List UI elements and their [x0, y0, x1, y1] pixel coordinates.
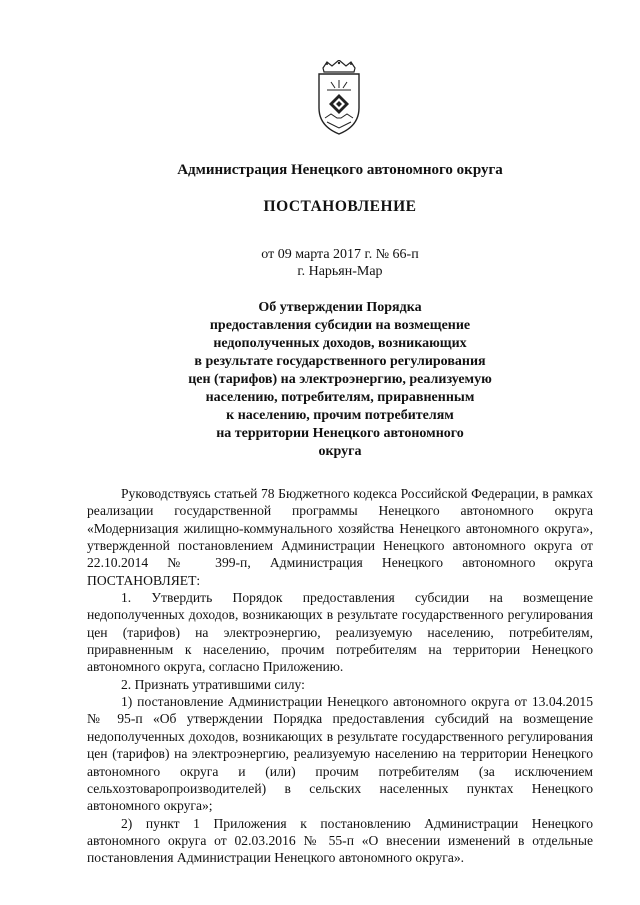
title-line: предоставления субсидии на возмещение [209, 318, 471, 333]
title-line: недополученных доходов, возникающих [213, 336, 467, 351]
title-line: населению, потребителям, приравненным [205, 390, 475, 405]
organization-name: Администрация Ненецкого автономного округа [177, 162, 503, 178]
document-place: г. Нарьян-Мар [297, 264, 383, 279]
title-line: Об утверждении Порядка [258, 300, 422, 315]
document-body [87, 485, 593, 867]
document-date: от 09 марта 2017 г. № 66-п [261, 247, 419, 262]
title-line: на территории Ненецкого автономного [216, 426, 464, 441]
item-1-paragraph: 1. Утвердить Порядок предоставления субсидии на возмещение недополученных доходов, возникающих в результате государственного регулирования цен (тарифов) на электроэнергию, реализуемую населению, потребителям, приравненным к населению, прочим потребителям на территории Ненецкого автономного округа, согласно Приложению. [87, 590, 593, 675]
item-2-1-paragraph: 1) постановление Администрации Ненецкого автономного округа от 13.04.2015 № 95-п «Об утверждении Порядка предоставления субсидий на возмещение недополученных доходов, возникающих в результате государственного регулирования цен (тарифов) на электроэнергию, реализуемую населению на территории Ненецкого автономного округа и (или) прочим потребителям (за исключением сельхозтоваропроизводителей) в сельских населенных пунктах Ненецкого автономного округа»; [87, 694, 593, 814]
preamble-paragraph: Руководствуясь статьей 78 Бюджетного кодекса Российской Федерации, в рамках реализации государственной программы Ненецкого автономного округа «Модернизация жилищно-коммунального хозяйства Ненецкого автономного округа», утвержденной постановлением Администрации Ненецкого автономного округа от 22.10.2014 № 399-п, Администрация Ненецкого автономного округа ПОСТАНОВЛЯЕТ: [87, 486, 593, 588]
coat-of-arms-emblem-icon [307, 60, 371, 138]
item-2-2-paragraph: 2) пункт 1 Приложения к постановлению Администрации Ненецкого автономного округа от 02.03.2016 № 55-п «О внесении изменений в отдельные постановления Администрации Ненецкого автономного округа». [87, 815, 593, 866]
document-title [60, 299, 620, 461]
title-line: округа [318, 444, 362, 459]
title-line: в результате государственного регулирования [194, 354, 486, 369]
title-line: к населению, прочим потребителям [226, 408, 454, 423]
title-line: цен (тарифов) на электроэнергию, реализуемую [188, 372, 492, 387]
date-place-block [60, 246, 620, 280]
document-type: ПОСТАНОВЛЕНИЕ [263, 198, 417, 215]
item-2-paragraph: 2. Признать утратившими силу: [121, 676, 305, 692]
